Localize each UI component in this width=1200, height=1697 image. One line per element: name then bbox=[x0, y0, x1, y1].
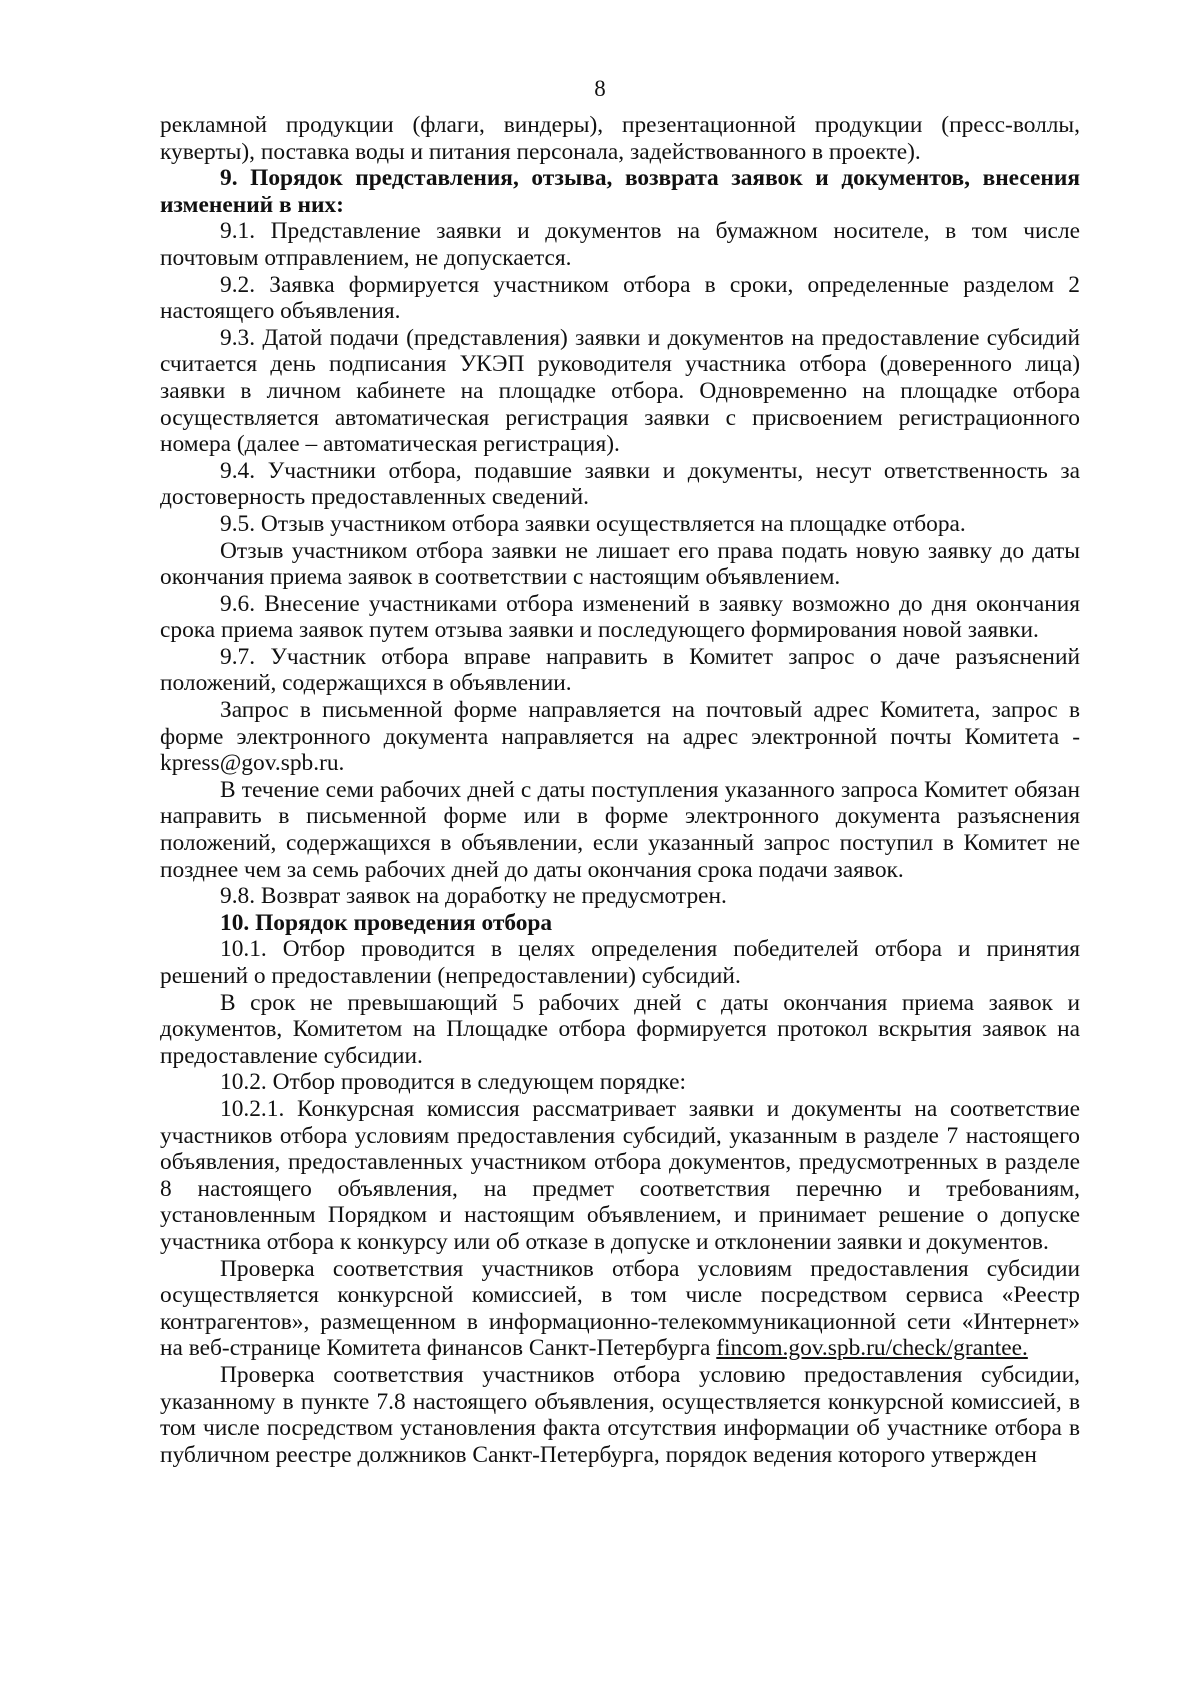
paragraph-check-registry bbox=[160, 1256, 1080, 1362]
paragraph-9-5: 9.5. Отзыв участником отбора заявки осуществляется на площадке отбора. bbox=[220, 510, 966, 537]
paragraph-10-1-protocol: В срок не превышающий 5 рабочих дней с даты окончания приема заявок и документов, Комитетом на Площадке отбора формируется протокол вскрытия заявок на предоставление субсидии. bbox=[160, 989, 1080, 1069]
paragraph-9-7-deadline: В течение семи рабочих дней с даты поступления указанного запроса Комитет обязан направить в письменной форме или в форме электронного документа разъяснения положений, содержащихся в объявлении, если указанный запрос поступил в Комитет не позднее чем за семь рабочих дней до даты окончания срока подачи заявок. bbox=[160, 776, 1080, 883]
paragraph-9-6: 9.6. Внесение участниками отбора изменений в заявку возможно до дня окончания срока приема заявок путем отзыва заявки и последующего формирования новой заявки. bbox=[160, 590, 1080, 644]
fincom-link[interactable]: fincom.gov.spb.ru/check/grantee. bbox=[716, 1335, 1028, 1362]
paragraph-10-1: 10.1. Отбор проводится в целях определения победителей отбора и принятия решений о предоставлении (непредоставлении) субсидий. bbox=[160, 936, 1080, 989]
paragraph-check-registry-text: Проверка соответствия участников отбора условиям предоставления субсидии осуществляется конкурсной комиссией, в том числе посредством сервиса «Реестр контрагентов», размещенном в информационно-телекоммуникационной сети «Интернет» на веб-странице Комитета финансов Санкт-Петербурга bbox=[160, 1255, 1080, 1362]
page-number: 8 bbox=[594, 76, 606, 101]
paragraph-9-4: 9.4. Участники отбора, подавшие заявки и документы, несут ответственность за достоверность предоставленных сведений. bbox=[160, 457, 1080, 511]
paragraph-continuation: рекламной продукции (флаги, виндеры), презентационной продукции (пресс-воллы, куверты), поставка воды и питания персонала, задействованного в проекте). bbox=[160, 112, 1080, 165]
paragraph-check-debtors: Проверка соответствия участников отбора условию предоставления субсидии, указанному в пункте 7.8 настоящего объявления, осуществляется конкурсной комиссией, в том числе посредством установления факта отсутствия информации об участнике отбора в публичном реестре должников Санкт-Петербурга, порядок ведения которого утвержден bbox=[160, 1361, 1080, 1468]
paragraph-9-2: 9.2. Заявка формируется участником отбора в сроки, определенные разделом 2 настоящего объявления. bbox=[160, 271, 1080, 325]
paragraph-9-5-note: Отзыв участником отбора заявки не лишает его права подать новую заявку до даты окончания приема заявок в соответствии с настоящим объявлением. bbox=[160, 537, 1080, 591]
paragraph-9-7-request: Запрос в письменной форме направляется на почтовый адрес Комитета, запрос в форме электронного документа направляется на адрес электронной почты Комитета - kpress@gov.spb.ru. bbox=[160, 697, 1080, 777]
paragraph-10-2-1: 10.2.1. Конкурсная комиссия рассматривает заявки и документы на соответствие участников отбора условиям предоставления субсидий, указанным в разделе 7 настоящего объявления, предоставленных участником отбора документов, предусмотренных в разделе 8 настоящего объявления, на предмет соответствия перечню и требованиям, установленным Порядком и настоящим объявлением, и принимает решение о допуске участника отбора к конкурсу или об отказе в допуске и отклонении заявки и документов. bbox=[160, 1095, 1080, 1255]
section-heading-9: 9. Порядок представления, отзыва, возврата заявок и документов, внесения изменений в них: bbox=[160, 165, 1080, 218]
paragraph-9-7: 9.7. Участник отбора вправе направить в Комитет запрос о даче разъяснений положений, содержащихся в объявлении. bbox=[160, 643, 1080, 697]
paragraph-9-3: 9.3. Датой подачи (представления) заявки и документов на предоставление субсидий считается день подписания УКЭП руководителя участника отбора (доверенного лица) заявки в личном кабинете на площадке отбора. Одновременно на площадке отбора осуществляется автоматическая регистрация заявки с присвоением регистрационного номера (далее – автоматическая регистрация). bbox=[160, 324, 1080, 458]
paragraph-9-8: 9.8. Возврат заявок на доработку не предусмотрен. bbox=[220, 883, 727, 910]
paragraph-9-1: 9.1. Представление заявки и документов на бумажном носителе, в том числе почтовым отправлением, не допускается. bbox=[160, 218, 1080, 271]
section-heading-10: 10. Порядок проведения отбора bbox=[220, 909, 553, 936]
document-body bbox=[160, 112, 1080, 1468]
paragraph-10-2: 10.2. Отбор проводится в следующем порядке: bbox=[220, 1069, 686, 1096]
